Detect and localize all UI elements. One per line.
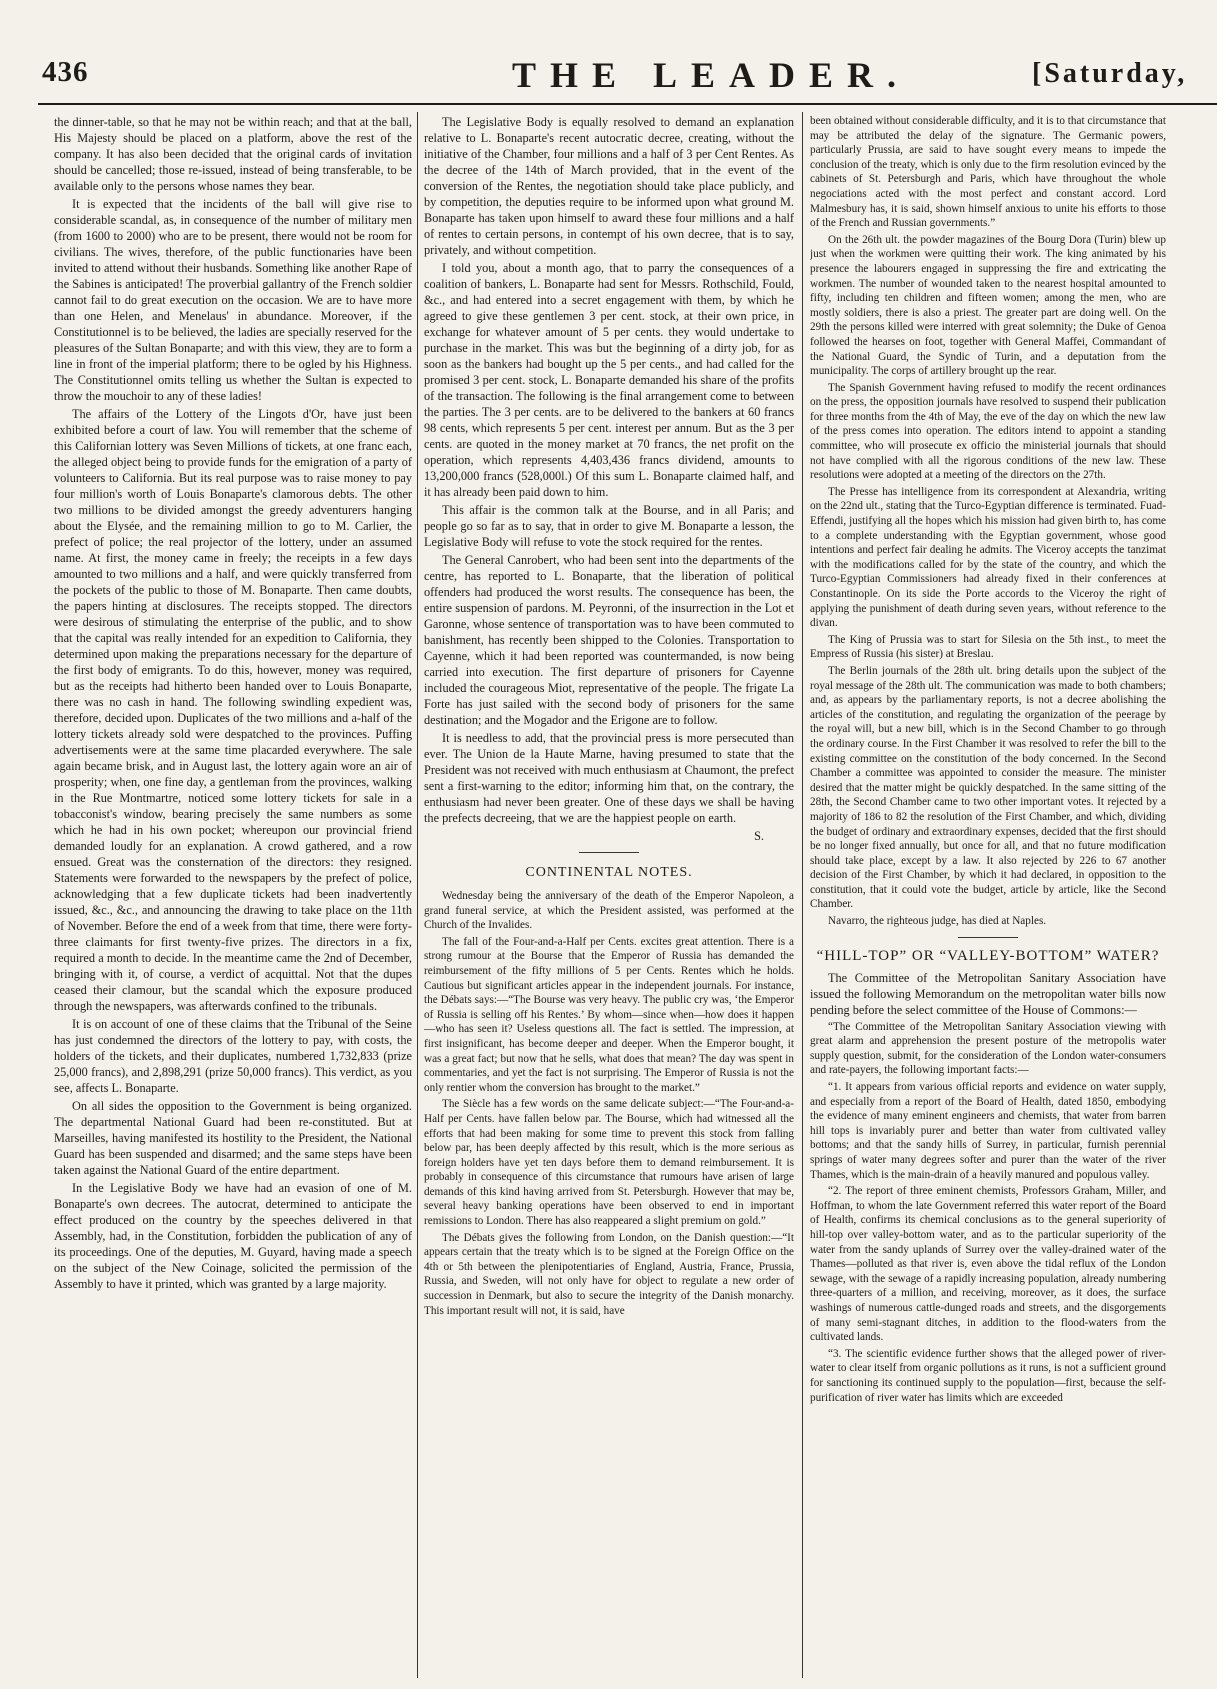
paragraph: It is on account of one of these claims that the Tribunal of the Seine has just condemned the directors of the lottery to pay, with costs, the holders of the tickets, and their duplicates, numbered 1,732,833 (prize 25,000 francs), and 2,898,291 (prize 50,000 francs). This verdict, as you see, affects L. Bonaparte. bbox=[54, 1017, 412, 1095]
paragraph: The Legislative Body is equally resolved to demand an explanation relative to L. Bonaparte's recent autocratic decree, creating, without the initiative of the Chamber, four millions and a half of 3 per Cent Rentes. As the decree of the 14th of March provided, that in the event of the conversion of the Rentes, the negotiation should take place publicly, and by competition, the deputies require to be informed upon what ground M. Bonaparte has taken upon himself to award these four millions and a half of rentes to certain persons, in contempt of his own decree, that is to say, privately, and without competition. bbox=[424, 115, 794, 257]
column-divider bbox=[802, 112, 803, 1678]
memorandum bbox=[810, 1020, 1166, 1405]
paragraph: The Débats gives the following from London, on the Danish question:—“It appears certain that the treaty which is to be signed at the Foreign Office on the 4th or 5th between the plenipotentiaries of England, Austria, France, Prussia, Russia, and Sweden, will not only have for object to regulate a new order of succession in Denmark, but also to secure the integrity of the Danish monarchy. This important result will not, it is said, have bbox=[424, 1231, 794, 1317]
paragraph: The King of Prussia was to start for Silesia on the 5th inst., to meet the Empress of Russia (his sister) at Breslau. bbox=[810, 633, 1166, 661]
paragraph: I told you, about a month ago, that to parry the consequences of a coalition of bankers, L. Bonaparte had sent for Messrs. Rothschild, Fould, &c., and had entered into a secret engagement with them, by which he agreed to give these gentlemen 3 per cent. stock, at their own price, in exchange for whatever amount of 5 per cents. they would undertake to purchase in the market. This was but the beginning of a dirty job, for as soon as the bankers had bought up the 5 per cents., and had called for the promised 3 per cent. stock, L. Bonaparte demanded his share of the profits of the transaction. The following is the final arrangement come to between the parties. The 3 per cents. are to be delivered to the bankers at 60 francs 98 cents, which represents 5 per cent. interest per annum. But as the 3 per cents. are quoted in the money market at 70 francs, the net profit on the operation, which represents 4,403,436 francs dividend, amounts to 13,200,000 francs (528,000l.) Of this sum L. Bonaparte claimed half, and it has already been paid down to him. bbox=[424, 261, 794, 499]
paragraph: The Berlin journals of the 28th ult. bring details upon the subject of the royal message of the 28th ult. The communication was made to both chambers; and, as appears by the parliamentary reports, is not a decree abolishing the articles of the constitution, and regulating the organization of the peerage by the royal will, but a new bill, which is in the Second Chamber to go through the ordinary course. In the First Chamber it was resolved to refer the bill to the existing committee on the constitution of the body concerned. In the Second Chamber a committee was appointed to consider the measure. The minister desired that the matter might be quickly despatched. In the same sitting of the 28th, the Second Chamber came to two other important votes. It rejected by a majority of 186 to 82 the resolution of the First Chamber, and which, dividing the budget of ordinary and extraordinary expenses, decided that the first should be no longer fixed annually, but once for all, and that no future modification should take place, except by a law. It also rejected by 226 to 67 another decision of the First Chamber, by which it had declared, in opposition to the constitution, that it could vote the budget, article by article, like the Second Chamber. bbox=[810, 664, 1166, 911]
paragraph: “3. The scientific evidence further shows that the alleged power of river-water to clear itself from organic pollutions as it runs, is not a sufficient ground for sanctioning its continued supply to the population—first, because the self-purification of river water has limits which are exceeded bbox=[810, 1347, 1166, 1404]
masthead bbox=[32, 56, 1217, 106]
paragraph: It is expected that the incidents of the ball will give rise to considerable scandal, as, in consequence of the number of military men (from 1600 to 2000) who are to be present, there would not be room for civilians. The wives, therefore, of the public functionaries have been invited to attend without their husbands. Something like another Rape of the Sabines is anticipated! The proverbial gallantry of the French soldier cannot fail to do great execution on the occasion. We are to have more than one Helen, and Menelaus' in abundance. Moreover, if the Constitutionnel is to be believed, the ladies are specially reserved for the pleasures of the Sultan Bonaparte; and with this view, they are to form a line in front of the imperial platform; there to be ogled by his Highness. The Constitutionnel omits telling us whether the Sultan is expected to throw the mouchoir to any of these ladies! bbox=[54, 197, 412, 403]
paragraph: Navarro, the righteous judge, has died at Naples. bbox=[828, 915, 1047, 928]
paragraph: the dinner-table, so that he may not be within reach; and that at the ball, His Majesty should be placed on a platform, above the rest of the company. It has also been decided that the original cards of invitation should be cancelled; those re-issued, instead of being transferable, to be available only to the persons whose names they bear. bbox=[54, 115, 412, 193]
paragraph: This affair is the common talk at the Bourse, and in all Paris; and people go so far as to say, that in order to give M. Bonaparte a lesson, the Legislative Body will refuse to vote the stock required for the rentes. bbox=[424, 503, 794, 549]
paragraph: The Spanish Government having refused to modify the recent ordinances on the press, the opposition journals have resolved to suspend their publication for three months from the 4th of May, the eve of the day on which the new law of the press comes into operation. The editors intend to appoint a standing committee, who will prosecute ex officio the ministerial journals that should not have complied with all the rigorous conditions of the new law. These resolutions were adopted at a meeting of the directors on the 27th. bbox=[810, 381, 1166, 482]
author-signature: S. bbox=[754, 829, 764, 843]
continental-notes-continued bbox=[810, 114, 1166, 929]
paragraph: It is needless to add, that the provincial press is more persecuted than ever. The Union de la Haute Marne, having presumed to state that the President was not received with much enthusiasm at Chaumont, the prefect sent a first-warning to the editor; informing him that, on the contrary, the enthusiasm had never been greater. One of these days we shall be having the prefects decreeing, that we are the happiest people on earth. bbox=[424, 731, 794, 825]
paragraph: On the 26th ult. the powder magazines of the Bourg Dora (Turin) blew up just when the workmen were quitting their work. The king animated by his presence the labourers engaged in suppressing the fire and extricating the workmen. The number of wounded taken to the nearest hospital amounted to fifty, including ten children and fifteen women; among the men, who are mostly soldiers, there is also a priest. The greater part are doing well. On the 29th the persons killed were interred with great solemnity; the Duke of Genoa followed the hearses on foot, together with General Maffei, Commandant of the National Guard, the Syndic of Turin, and a deputation from the municipality. The corps of artillery brought up the rear. bbox=[810, 233, 1166, 378]
paragraph: Wednesday being the anniversary of the death of the Emperor Napoleon, a grand funeral service, at which the President assisted, was performed at the Church of the Invalides. bbox=[424, 890, 794, 932]
section-heading-water: “HILL-TOP” OR “VALLEY-BOTTOM” WATER? bbox=[816, 947, 1160, 964]
column-divider bbox=[417, 112, 418, 1678]
paragraph: been obtained without considerable difficulty, and it is to that circumstance that may be attributed the delay of the signature. The Germanic powers, particularly Prussia, are said to have sought every means to impede the conclusion of the treaty, which is only due to the firm resolution evinced by the cabinets of St. Petersburgh and Paris, which have throughout the whole negociations acted with the most perfect and constant accord. Lord Malmesbury has, it is said, shown himself anxious to unite his efforts to those of the French and Russian governments.” bbox=[810, 115, 1166, 230]
paragraph: “1. It appears from various official reports and evidence on water supply, and especially from a report of the Board of Health, dated 1850, embodying the evidence of many eminent engineers and chemists, that water from barren hill tops is invariably purer and better than water from cultivated valley bottoms; and that the sandy hills of Surrey, in particular, furnish perennial springs of water many degrees softer and purer than the water of the river Thames, which is the main-drain of a heavily manured and populous valley. bbox=[810, 1081, 1166, 1181]
paragraph: On all sides the opposition to the Government is being organized. The departmental National Guard had been re-constituted. But at Marseilles, having manifested its hostility to the President, the National Guard has been suspended and disarmed; and the same steps have been taken against the National Guard of the entire department. bbox=[54, 1099, 412, 1177]
paragraph: The Siècle has a few words on the same delicate subject:—“The Four-and-a-Half per Cents. have fallen below par. The Bourse, which had witnessed all the efforts that had been making for some time to prevent this stock from falling below par, has been deeply affected by this result, which is the more serious as foreign holders have yet ten days before them to demand reimbursement. It is probably in consequence of this circumstance that rumours have arisen of large demands of this kind having arrived from St. Petersburgh. However that may be, several heavy banking operations have been observed to end in important remissions to London. There has also reappeared a slight premium on gold.” bbox=[424, 1098, 794, 1228]
paragraph: The Presse has intelligence from its correspondent at Alexandria, writing on the 22nd ult., stating that the Turco-Egyptian difference is terminated. Fuad-Effendi, justifying all the hopes which his mission had given birth to, has come to a complete understanding with the Egyptian government, whose good intentions and perfect fair dealing he admits. The Viceroy accepts the tanzimat with the modifications called for by the state of the country, and which the Turco-Egyptian Commissioners had already fixed in their conferences at Constantinople. On its side the Porte accords to the Viceroy the right of applying the punishment of death during seven years, without reference to the divan. bbox=[810, 485, 1166, 630]
newspaper-title: THE LEADER. bbox=[512, 55, 911, 95]
column-2 bbox=[424, 114, 794, 1680]
paragraph: The General Canrobert, who had been sent into the departments of the centre, has reported to L. Bonaparte, that the liberation of political offenders had produced the worst results. The consequence has been, the entire suspension of pardons. M. Peyronni, of the insurrection in the Lot et Garonne, whose sentence of transportation was to have been commuted to banishment, has recently been shipped to the Colonies. Transportation to Cayenne, which it had been reported was countermanded, is now being carried into execution. The first departure of prisoners for Cayenne included the courageous Miot, representative of the people. The frigate La Forte has just sailed with the second body of prisoners for the same destination; and the Mogador and the Erigone are to follow. bbox=[424, 553, 794, 727]
paragraph: In the Legislative Body we have had an evasion of one of M. Bonaparte's own decrees. The autocrat, determined to anticipate the effect produced on the country by the speeches delivered in that Assembly, had, in the Constitution, forbidden the publication of any of its proceedings. One of the deputies, M. Guyard, having made a speech on the subject of the New Coinage, solicited the permission of the Assembly to have it printed, which was granted by a large majority. bbox=[54, 1181, 412, 1291]
page-number: 436 bbox=[42, 56, 89, 88]
column-3 bbox=[810, 114, 1166, 1680]
issue-day: [Saturday, bbox=[1032, 58, 1188, 89]
section-separator bbox=[579, 852, 639, 853]
paragraph: The Committee of the Metropolitan Sanitary Association have issued the following Memorandum on the metropolitan water bills now pending before the select committee of the House of Commons:— bbox=[810, 970, 1166, 1017]
continental-notes bbox=[424, 889, 794, 1318]
paragraph: The fall of the Four-and-a-Half per Cents. excites great attention. There is a strong rumour at the Bourse that the Emperor of Russia has demanded the reimbursement of the fifty millions of 5 per Cents. Rentes which he holds. Cautious but significant articles appear in the independent journals. For instance, the Débats says:—“The Bourse was very heavy. The public cry was, ‘the Emperor of Russia is selling off his Rentes.’ By whom—since when—how does it happen—who has seen it? Useless questions all. The fact is settled. The impression, at first insignificant, has become deeper and deeper. When the Emperor bought, it was a great fact; but now that he sells, what does that mean? The day was spent in commentaries, and yet the fact is not surprising. The Emperor of Russia is not the only rentier whom the conversion has brought to the market.” bbox=[424, 935, 794, 1094]
column-1 bbox=[54, 114, 412, 1680]
header-rule bbox=[38, 103, 1217, 105]
paragraph: “2. The report of three eminent chemists, Professors Graham, Miller, and Hoffman, to whom the late Government referred this water report of the Board of Health, confirms its chemical conclusions as to the general superiority of hill-top over valley-bottom water, and as to the particular superiority of the water from the sandy uplands of Surrey over the valley-drained water of the Thames—polluted as that river is, even above the tidal reflux of the London sewage, with the sewage of a rapidly increasing population, already numbering three-quarters of a million, and receiving, moreover, as it does, the surface washings of numerous cattle-dunged roads and streets, and the disgorgements of many semi-stagnant ditches, in addition to the flood-waters from the cultivated lands. bbox=[810, 1185, 1166, 1344]
paragraph: The affairs of the Lottery of the Lingots d'Or, have just been exhibited before a court of law. You will remember that the scheme of this Californian lottery was Seven Millions of tickets, at one franc each, the alleged object being to provide funds for the emigration of a party of volunteers to California. But its real purpose was to raise money to pay four million's worth of Louis Bonaparte's clamorous debts. The other two millions to be divided amongst the greedy adventurers hanging about the Elysée, and the remaining million to go to M. Carlier, the prefect of police; the real projector of the lottery, under an assumed name. At first, the money came in freely; the receipts in a few days amounted to two millions and a half, and were quickly transferred from the pockets of the public to those of M. Bonaparte. Then came doubts, the papers hinting at disclosures. The receipts stopped. The directors were desirous of stimulating the enterprise of the public, and to show that the capital was really intended for an expedition to California, they determined upon making the preparations necessary for the departure of the first body of emigrants. To do this, however, money was required, but as the receipts had hitherto been handed over to Louis Bonaparte, there was no cash in hand. The following swindling expedient was, therefore, decided upon. Duplicates of the two millions and a-half of the lottery tickets already sold were despatched to the provinces. Puffing advertisements were at the same time placarded everywhere. The sale again became brisk, and in August last, the lottery again wore an air of prosperity; when, one fine day, a gentleman from the provinces, walking in the Rue Montmartre, noticed some lottery tickets for sale in a tobacconist's window, bearing precisely the same numbers as some which he had in his own pocket; whereupon our provincial friend demanded loudly for an explanation. A crowd gathered, and a row ensued. Great was the consternation of the directors: they resigned. Statements were forwarded to the newspapers by the prefect of police, acknowledging that a few duplicate tickets had been inadvertently issued, &c., &c., and announcing the drawing to take place on the 11th of November. Before the end of a week from that time, there were forty-three claimants for first twenty-five prizes. The directors in a fix, required a month to decide. In the meantime came the 2nd of December, bringing with it, of course, a verdict of acquittal. Not that the dupes ceased their clamour, but the scandal which the exposure produced through the newspapers, was afterwards confined to the tribunals. bbox=[54, 407, 412, 1013]
paragraph: “The Committee of the Metropolitan Sanitary Association viewing with great alarm and apprehension the present posture of the metropolis water supply question, submit, for the consideration of the London water-consumers and rate-payers, the following important facts:— bbox=[810, 1020, 1166, 1077]
section-heading-continental-notes: CONTINENTAL NOTES. bbox=[525, 865, 693, 880]
section-separator bbox=[958, 937, 1018, 938]
